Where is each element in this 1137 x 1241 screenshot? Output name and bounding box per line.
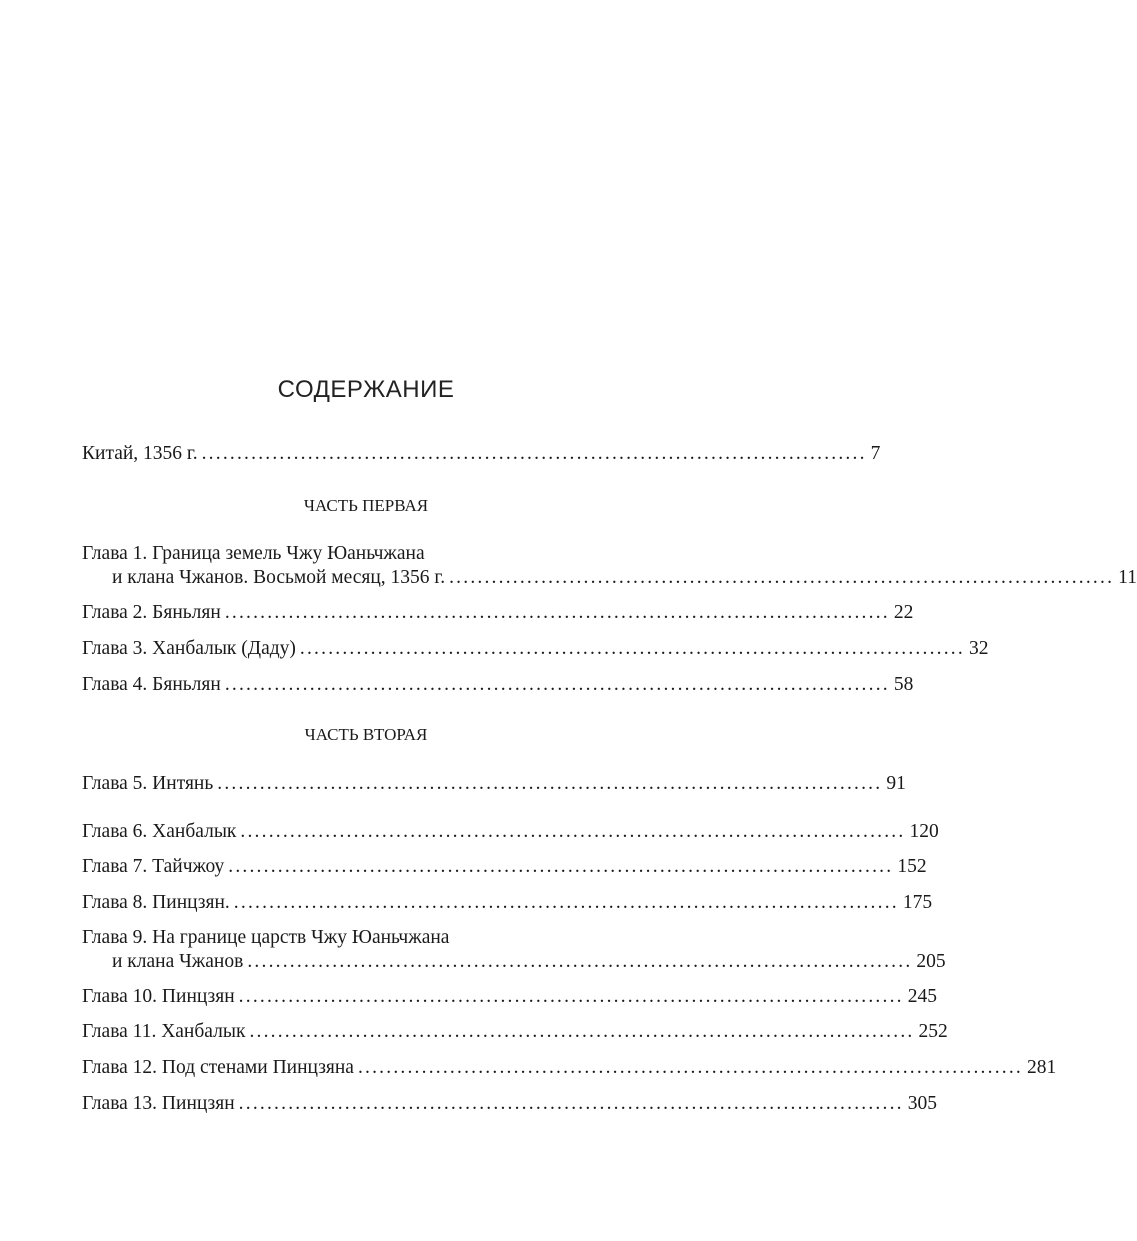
- toc-page-number: 11: [1118, 567, 1137, 588]
- toc-page-number: 32: [968, 638, 989, 659]
- toc-page-number: 252: [918, 1021, 948, 1042]
- toc-page-number: 305: [907, 1093, 937, 1114]
- toc-entry-label: Глава 4. Бяньлян: [82, 674, 221, 695]
- dot-leader: ..............................................................................................: [217, 773, 883, 794]
- toc-entry-chapter-13: [82, 1092, 937, 1116]
- dot-leader: ..............................................................................................: [449, 567, 1115, 588]
- toc-entry-chapter-6: [82, 820, 939, 844]
- toc-entry-label: и клана Чжанов. Восьмой месяц, 1356 г.: [112, 567, 446, 588]
- toc-entry-label: Глава 3. Ханбалык (Даду): [82, 638, 296, 659]
- toc-entry-chapter-4: [82, 673, 914, 697]
- dot-leader: ..............................................................................................: [238, 986, 904, 1007]
- toc-page-number: 152: [897, 856, 927, 877]
- toc-entry-chapter-7: [82, 855, 927, 879]
- dot-leader: ..............................................................................................: [247, 951, 913, 972]
- toc-entry-chapter-5: [82, 772, 906, 796]
- dot-leader: ..............................................................................................: [249, 1021, 915, 1042]
- page-title: СОДЕРЖАНИЕ: [277, 376, 455, 403]
- toc-entry-label: Глава 11. Ханбалык: [82, 1021, 246, 1042]
- toc-page-number: 58: [893, 674, 914, 695]
- toc-entry-chapter-10: [82, 985, 937, 1009]
- toc-page-number: 175: [902, 892, 933, 913]
- toc-entry-chapter-1: [82, 542, 1137, 590]
- toc-entry-chapter-11: [82, 1020, 948, 1044]
- toc-entry-label: Глава 8. Пинцзян.: [82, 892, 230, 913]
- toc-page-number: 205: [916, 951, 946, 972]
- dot-leader: ..............................................................................................: [224, 674, 890, 695]
- toc-page-number: 281: [1027, 1057, 1057, 1078]
- toc-entry-label: Глава 2. Бяньлян: [82, 602, 221, 623]
- toc-entry-label: Китай, 1356 г.: [82, 443, 198, 464]
- toc-entry-chapter-3: [82, 637, 989, 661]
- toc-entry-label: Глава 5. Интянь: [82, 773, 214, 794]
- toc-entry-intro: [82, 442, 881, 466]
- toc-entry-label: и клана Чжанов: [112, 951, 244, 972]
- dot-leader: ..............................................................................................: [238, 1093, 904, 1114]
- toc-entry-label: Глава 13. Пинцзян: [82, 1093, 235, 1114]
- toc-entry-label-line1: Глава 9. На границе царств Чжу Юаньчжана: [82, 927, 450, 948]
- toc-page-number: 91: [886, 773, 906, 794]
- dot-leader: ..............................................................................................: [201, 443, 867, 464]
- toc-entry-chapter-12: [82, 1056, 1057, 1080]
- dot-leader: ..............................................................................................: [233, 892, 899, 913]
- part-heading-1: ЧАСТЬ ПЕРВАЯ: [303, 496, 429, 515]
- dot-leader: ..............................................................................................: [228, 856, 894, 877]
- toc-page-number: 7: [870, 443, 881, 464]
- toc-entry-chapter-8: [82, 891, 933, 915]
- toc-entry-chapter-9: [82, 926, 946, 974]
- toc-entry-label: Глава 6. Ханбалык: [82, 821, 237, 842]
- dot-leader: ..............................................................................................: [240, 821, 906, 842]
- toc-page-number: 120: [909, 821, 939, 842]
- dot-leader: ..............................................................................................: [299, 638, 965, 659]
- toc-page-number: 245: [907, 986, 937, 1007]
- toc-entry-label: Глава 10. Пинцзян: [82, 986, 235, 1007]
- toc-entry-label-line1: Глава 1. Граница земель Чжу Юаньчжана: [82, 543, 425, 564]
- dot-leader: ..............................................................................................: [357, 1057, 1024, 1078]
- toc-page-number: 22: [893, 602, 914, 623]
- dot-leader: ..............................................................................................: [224, 602, 890, 623]
- toc-entry-label: Глава 7. Тайчжоу: [82, 856, 225, 877]
- part-heading-2: ЧАСТЬ ВТОРАЯ: [304, 725, 428, 744]
- toc-entry-label: Глава 12. Под стенами Пинцзяна: [82, 1057, 354, 1078]
- toc-entry-chapter-2: [82, 601, 914, 625]
